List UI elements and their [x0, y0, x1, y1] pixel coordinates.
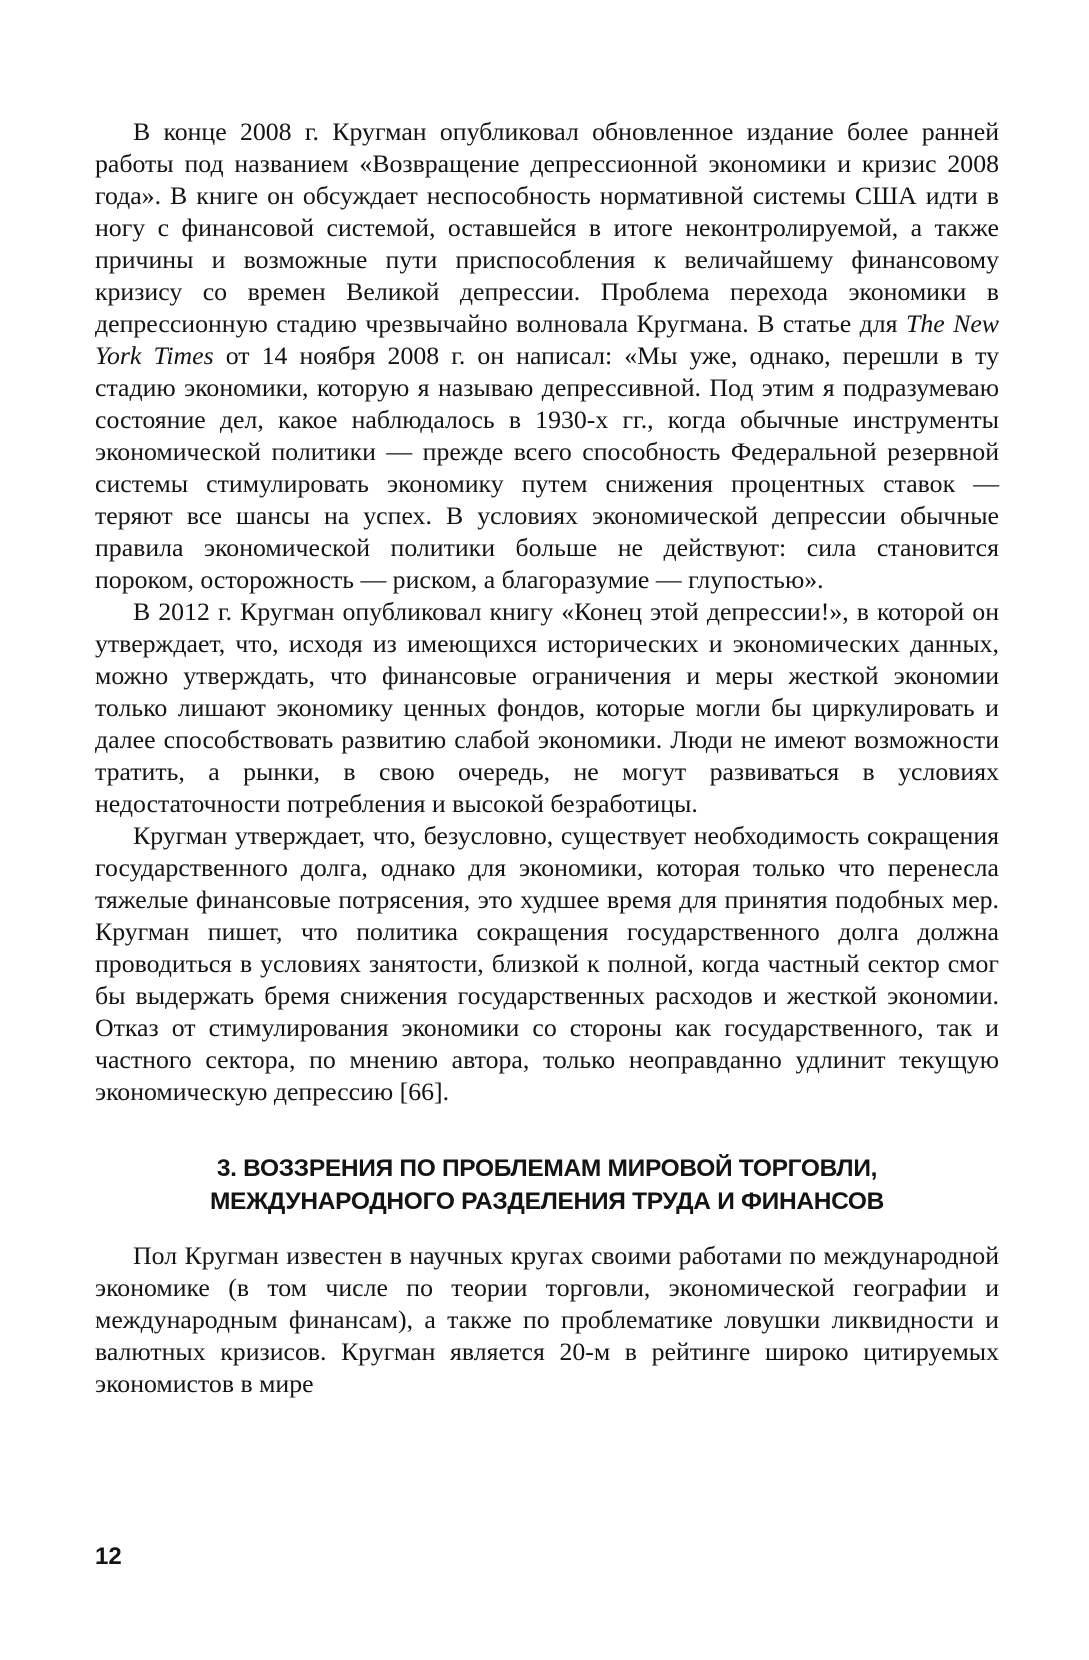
- page-body: [95, 116, 999, 1400]
- section-heading-line-2: МЕЖДУНАРОДНОГО РАЗДЕЛЕНИЯ ТРУДА И ФИНАНСОВ: [209, 1188, 885, 1215]
- paragraph-debt-reduction: Кругман утверждает, что, безусловно, существует необходимость сокращения государственного долга, однако для экономики, которая только что перенесла тяжелые финансовые потрясения, это худшее время для принятия подобных мер. Кругман пишет, что политика сокращения государственного долга должна проводиться в условиях занятости, близкой к полной, когда частный сектор смог бы выдержать бремя снижения государственных расходов и жесткой экономии. Отказ от стимулирования экономики со стороны как государственного, так и частного сектора, по мнению автора, только неоправданно удлинит текущую экономическую депрессию [66].: [95, 821, 999, 1106]
- paragraph-text-start: В конце 2008 г. Кругман опубликовал обновленное издание более ранней работы под названием «Возвращение депрессионной экономики и кризис 2008 года». В книге он обсуждает неспособность нормативной системы США идти в ногу с финансовой системой, оставшейся в итоге неконтролируемой, а также причины и возможные пути приспособления к величайшему финансовому кризису со времен Великой депрессии. Проблема перехода экономики в депрессионную стадию чрезвычайно волновала Кругмана. В статье для: [95, 117, 999, 338]
- section-heading: [95, 1152, 999, 1218]
- paragraph-krugman-2012: В 2012 г. Кругман опубликовал книгу «Конец этой депрессии!», в которой он утверждает, что, исходя из имеющихся исторических и экономических данных, можно утверждать, что финансовые ограничения и меры жесткой экономии только лишают экономику ценных фондов, которые могли бы циркулировать и далее способствовать развитию слабой экономики. Люди не имеют возможности тратить, а рынки, в свою очередь, не могут развиваться в условиях недостаточности потребления и высокой безработицы.: [95, 597, 999, 818]
- section-heading-line-1: 3. ВОЗЗРЕНИЯ ПО ПРОБЛЕМАМ МИРОВОЙ ТОРГОВЛИ,: [216, 1155, 878, 1182]
- paragraph-international-economics: Пол Кругман известен в научных кругах своими работами по международной экономике (в том числе по теории торговли, экономической географии и международным финансам), а также по проблематике ловушки ликвидности и валютных кризисов. Кругман является 20-м в рейтинге широко цитируемых экономистов в мире: [95, 1241, 999, 1398]
- paragraph-krugman-2008: [95, 116, 999, 596]
- page-number: 12: [95, 1543, 122, 1570]
- paragraph-text-end: от 14 ноября 2008 г. он написал: «Мы уже, однако, перешли в ту стадию экономики, которую я называю депрессивной. Под этим я подразумеваю состояние дел, какое наблюдалось в 1930-х гг., когда обычные инструменты экономической политики — прежде всего способность Федеральной резервной системы стимулировать экономику путем снижения процентных ставок — теряют все шансы на успех. В условиях экономической депрессии обычные правила экономической политики больше не действуют: сила становится пороком, осторожность — риском, а благоразумие — глупостью».: [95, 341, 999, 594]
- newspaper-title: The New York Times: [95, 309, 999, 370]
